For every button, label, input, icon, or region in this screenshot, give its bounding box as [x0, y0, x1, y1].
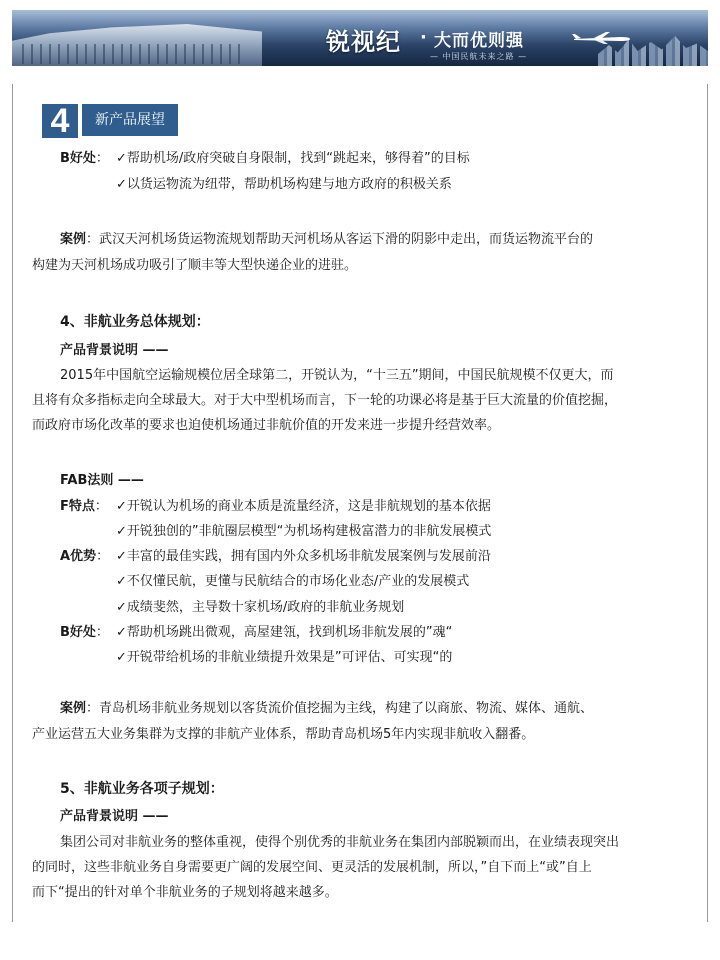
fab-title: FAB法则 —— — [60, 473, 144, 488]
background-paragraph-line: 的同时，这些非航业务自身需要更广阔的发展空间、更灵活的发展机制，所以，”自下而上“或”自上 — [32, 860, 592, 875]
benefit-item: ✓以货运物流为纽带，帮助机场构建与地方政府的积极关系 — [116, 177, 452, 192]
fab-a-colon: ： — [96, 549, 110, 564]
case-text: ：武汉天河机场货运物流规划帮助天河机场从客运下滑的阴影中走出，而货运物流平台的 — [86, 232, 594, 247]
fab-f-colon: ： — [94, 499, 108, 514]
fab-f-label: F特点 — [60, 499, 95, 514]
terminal-building-lines — [22, 44, 242, 64]
banner-separator: · — [420, 27, 427, 48]
benefit-item: ✓帮助机场/政府突破自身限制，找到“跳起来，够得着”的目标 — [116, 151, 470, 166]
case-label: 案例 — [60, 701, 87, 716]
fab-b-colon: ： — [95, 625, 109, 640]
header-banner — [12, 10, 708, 66]
fab-a-item: ✓不仅懂民航，更懂与民航结合的市场化业态/产业的发展模式 — [116, 574, 470, 589]
background-label: 产品背景说明 —— — [60, 809, 169, 824]
background-paragraph-line: 而下“提出的针对单个非航业务的子规划将越来越多。 — [32, 885, 338, 900]
fab-a-label: A优势 — [60, 549, 97, 564]
background-paragraph-line: 且将有众多指标走向全球最大。对于大中型机场而言，下一轮的功课必将是基于巨大流量的价值挖掘， — [32, 393, 618, 408]
case-paragraph-line — [60, 700, 593, 718]
fab-a-row — [60, 548, 109, 566]
page-border-right — [707, 84, 708, 922]
section-number: 4 — [42, 104, 78, 138]
benefit-label: B好处 — [60, 151, 96, 166]
airplane-icon — [572, 32, 632, 44]
background-paragraph-line: 而政府市场化改革的要求也迫使机场通过非航价值的开发来进一步提升经营效率。 — [32, 418, 501, 433]
benefit-colon: ： — [95, 151, 109, 166]
fab-b-row — [60, 624, 109, 642]
fab-b-item: ✓帮助机场跳出微观，高屋建瓴，找到机场非航发展的”魂“ — [116, 625, 453, 640]
section-title: 新产品展望 — [82, 104, 178, 136]
heading-non-aero-overall-plan: 4、非航业务总体规划： — [60, 314, 210, 330]
case-paragraph-line: 产业运营五大业务集群为支撑的非航产业体系，帮助青岛机场5年内实现非航收入翻番。 — [32, 727, 535, 742]
banner-slogan: 大而优则强 — [434, 31, 524, 51]
case-text: ：青岛机场非航业务规划以客货流价值挖掘为主线，构建了以商旅、物流、媒体、通航、 — [86, 701, 594, 716]
fab-f-item: ✓开锐独创的”非航圈层模型“为机场构建极富潜力的非航发展模式 — [116, 524, 492, 539]
page-border-left — [12, 84, 13, 922]
banner-subslogan: — 中国民航未来之路 — — [430, 52, 528, 61]
background-paragraph-line: 集团公司对非航业务的整体重视，使得个别优秀的非航业务在集团内部脱颖而出，在业绩表现突出 — [60, 835, 620, 850]
case-label: 案例 — [60, 232, 87, 247]
brand-logo-text: 锐视纪 — [326, 28, 401, 56]
heading-non-aero-sub-plans: 5、非航业务各项子规划： — [60, 781, 224, 797]
background-label: 产品背景说明 —— — [60, 343, 169, 358]
benefit-row-1 — [60, 150, 109, 168]
fab-b-item: ✓开锐带给机场的非航业绩提升效果是”可评估、可实现“的 — [116, 650, 453, 665]
case-paragraph-line — [60, 231, 593, 249]
fab-f-item: ✓开锐认为机场的商业本质是流量经济，这是非航规划的基本依据 — [116, 499, 491, 514]
fab-b-label: B好处 — [60, 625, 96, 640]
background-paragraph-line: 2015年中国航空运输规模位居全球第二，开锐认为，“十三五”期间，中国民航规模不仅更大，而 — [60, 368, 614, 383]
fab-a-item: ✓成绩斐然，主导数十家机场/政府的非航业务规划 — [116, 600, 405, 615]
fab-f-row — [60, 498, 108, 516]
case-paragraph-line: 构建为天河机场成功吸引了顺丰等大型快递企业的进驻。 — [32, 258, 358, 273]
fab-a-item: ✓丰富的最佳实践，拥有国内外众多机场非航发展案例与发展前沿 — [116, 549, 491, 564]
